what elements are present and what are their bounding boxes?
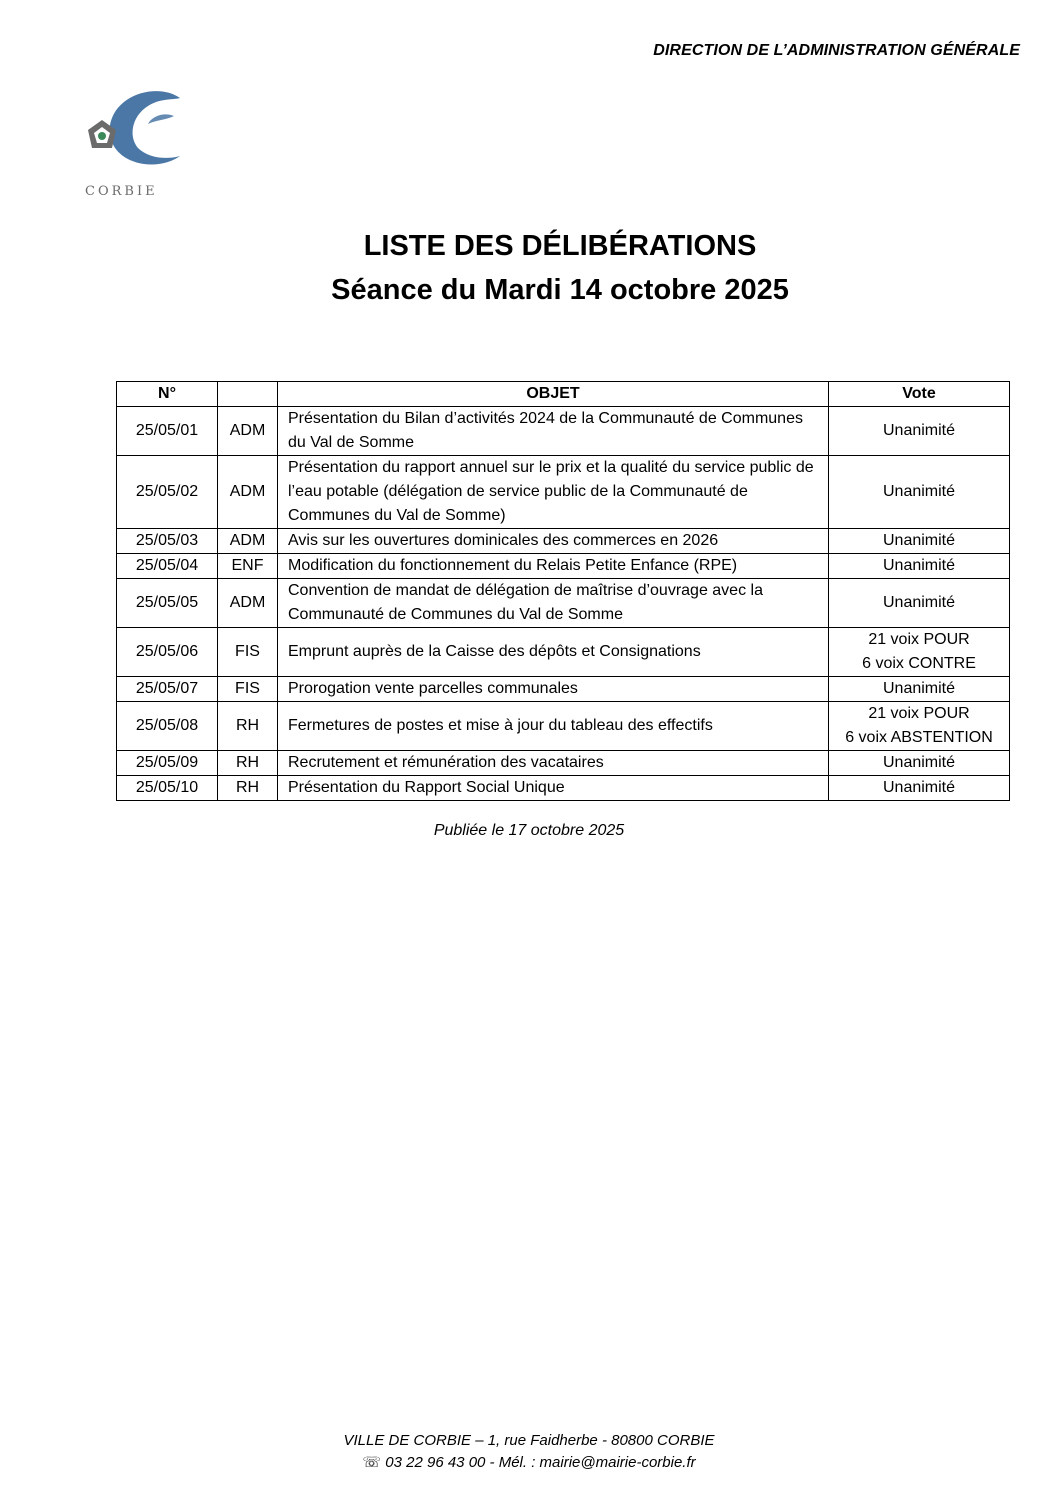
row-vote <box>829 579 1010 628</box>
row-service: ADM <box>218 407 278 456</box>
row-vote <box>829 751 1010 776</box>
header-service <box>218 382 278 407</box>
vote-result: 6 voix ABSTENTION <box>845 729 993 746</box>
row-service: RH <box>218 776 278 801</box>
row-service: RH <box>218 702 278 751</box>
phone-icon: ☏ <box>362 1454 382 1471</box>
row-number: 25/05/03 <box>117 529 218 554</box>
row-objet: Présentation du Rapport Social Unique <box>278 776 829 801</box>
row-objet: Modification du fonctionnement du Relais Petite Enfance (RPE) <box>278 554 829 579</box>
logo-text: CORBIE <box>85 184 158 199</box>
row-vote <box>829 776 1010 801</box>
header-vote: Vote <box>829 382 1010 407</box>
row-objet: Recrutement et rémunération des vacataires <box>278 751 829 776</box>
table-row <box>117 751 1010 776</box>
row-objet: Fermetures de postes et mise à jour du tableau des effectifs <box>278 702 829 751</box>
table-row <box>117 702 1010 751</box>
row-vote <box>829 529 1010 554</box>
vote-result: Unanimité <box>882 557 956 574</box>
document-title <box>0 224 1058 312</box>
row-objet: Présentation du Bilan d’activités 2024 de la Communauté de Communes du Val de Somme <box>278 407 829 456</box>
row-objet: Présentation du rapport annuel sur le prix et la qualité du service public de l’eau potable (délégation de service public de la Communauté de Communes du Val de Somme) <box>278 456 829 529</box>
row-number: 25/05/02 <box>117 456 218 529</box>
row-service: ADM <box>218 529 278 554</box>
footer-contact-line <box>0 1452 1058 1474</box>
row-number: 25/05/10 <box>117 776 218 801</box>
deliberations-table <box>116 381 1010 801</box>
table-header-row <box>117 382 1010 407</box>
header-num: N° <box>117 382 218 407</box>
row-service: ENF <box>218 554 278 579</box>
row-number: 25/05/06 <box>117 628 218 677</box>
table-row <box>117 456 1010 529</box>
vote-result: Unanimité <box>882 680 956 697</box>
corbie-logo-icon <box>82 86 192 201</box>
vote-result: 6 voix CONTRE <box>862 655 976 672</box>
vote-result: 21 voix POUR <box>868 705 970 722</box>
row-number: 25/05/04 <box>117 554 218 579</box>
published-date: Publiée le 17 octobre 2025 <box>433 822 625 839</box>
row-objet: Avis sur les ouvertures dominicales des commerces en 2026 <box>278 529 829 554</box>
row-vote <box>829 628 1010 677</box>
row-vote <box>829 702 1010 751</box>
table-row <box>117 407 1010 456</box>
vote-result: Unanimité <box>882 532 956 549</box>
row-vote <box>829 554 1010 579</box>
table-row <box>117 628 1010 677</box>
vote-result: Unanimité <box>882 594 956 611</box>
title-session: Séance du Mardi 14 octobre 2025 <box>331 274 789 306</box>
footer <box>0 1430 1058 1474</box>
row-number: 25/05/07 <box>117 677 218 702</box>
table-row <box>117 677 1010 702</box>
vote-result: Unanimité <box>882 483 956 500</box>
corbie-logo <box>82 86 192 201</box>
table-row <box>117 529 1010 554</box>
row-number: 25/05/09 <box>117 751 218 776</box>
vote-result: Unanimité <box>882 754 956 771</box>
vote-result: Unanimité <box>882 779 956 796</box>
row-objet: Convention de mandat de délégation de maîtrise d’ouvrage avec la Communauté de Communes du Val de Somme <box>278 579 829 628</box>
department-heading: DIRECTION DE L’ADMINISTRATION GÉNÉRALE <box>653 42 1020 59</box>
header-objet: OBJET <box>278 382 829 407</box>
row-service: FIS <box>218 628 278 677</box>
row-objet: Emprunt auprès de la Caisse des dépôts et Consignations <box>278 628 829 677</box>
title-main: LISTE DES DÉLIBÉRATIONS <box>363 230 757 262</box>
row-number: 25/05/05 <box>117 579 218 628</box>
row-service: ADM <box>218 579 278 628</box>
row-service: RH <box>218 751 278 776</box>
table-row <box>117 554 1010 579</box>
vote-result: Unanimité <box>882 422 956 439</box>
row-service: FIS <box>218 677 278 702</box>
row-objet: Prorogation vente parcelles communales <box>278 677 829 702</box>
vote-result: 21 voix POUR <box>868 631 970 648</box>
table-row <box>117 579 1010 628</box>
footer-address: VILLE DE CORBIE – 1, rue Faidherbe - 80800 CORBIE <box>343 1432 715 1449</box>
row-number: 25/05/01 <box>117 407 218 456</box>
row-service: ADM <box>218 456 278 529</box>
row-vote <box>829 407 1010 456</box>
footer-contact: 03 22 96 43 00 - Mél. : mairie@mairie-corbie.fr <box>385 1454 696 1471</box>
table-row <box>117 776 1010 801</box>
row-vote <box>829 456 1010 529</box>
table-body <box>117 407 1010 801</box>
row-vote <box>829 677 1010 702</box>
row-number: 25/05/08 <box>117 702 218 751</box>
